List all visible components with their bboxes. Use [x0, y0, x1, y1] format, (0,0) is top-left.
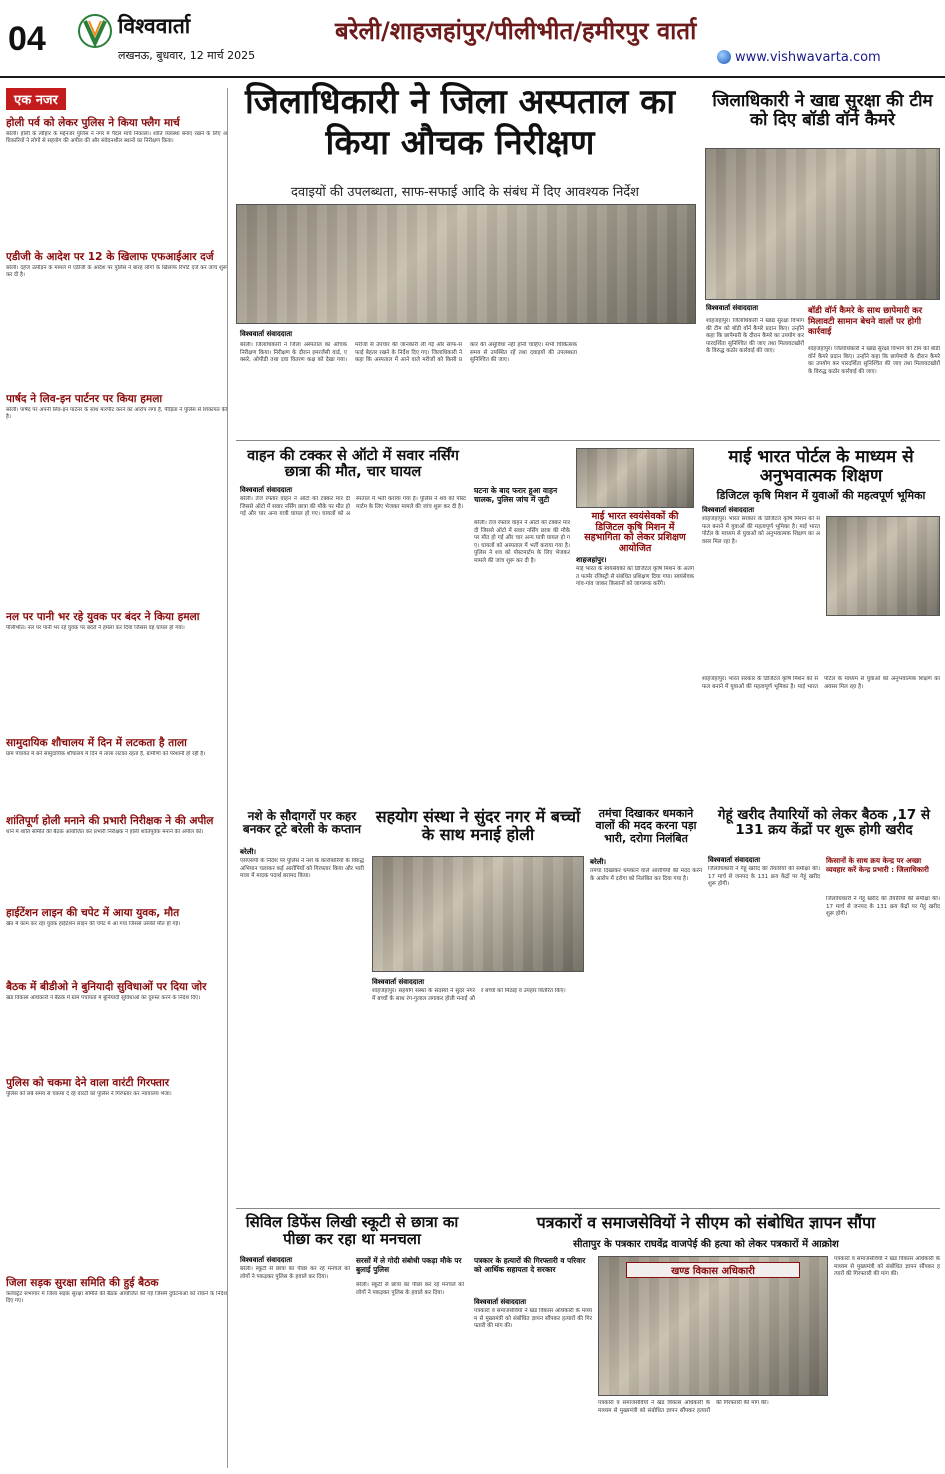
food-safety-photo: [705, 148, 940, 300]
scooty-body: बरेली। स्कूटी से छात्रा का पीछा कर रहे मनचले को लोगों ने पकड़कर पुलिस के हवाले कर दिया।: [240, 1266, 350, 1280]
wheat-byline: विश्ववार्ता संवाददाता: [708, 856, 761, 864]
edition-title: बरेली/शाहजहांपुर/पीलीभीत/हमीरपुर वार्ता: [335, 17, 697, 45]
globe-icon: [717, 50, 731, 64]
portal-body-2: शाहजहांपुर। भारत सरकार के डिजिटल कृषि मिशन को सफल बनाने में युवाओं की महत्वपूर्ण भूमिका है। माई भारत पोर्टल के माध्यम से युवाओं को अनुभवात्मक शिक्षण का अवसर मिल रहा है।: [702, 676, 940, 690]
memo-headline: पत्रकारों व समाजसेवियों ने सीएम को संबोधित ज्ञापन सौंपा: [536, 1213, 876, 1232]
brief-body: बरेली। होली के त्यौहार के मद्देनजर पुलिस ने नगर में पैदल मार्च निकाला। शांति व्यवस्था बनाए रखने के लिए अधिकारियों ने लोगों से सहयोग की अपील की और संवेदनशील स्थानों का निरीक्षण किया।: [6, 131, 227, 145]
divider: [236, 440, 940, 441]
brief-item: [6, 390, 227, 608]
brief-item: [6, 978, 227, 1074]
brief-item: [6, 812, 227, 904]
training-photo: [576, 448, 694, 508]
accident-body: बरेली। तेज रफ्तार वाहन ने ऑटो को टक्कर मार दी जिससे ऑटो में सवार नर्सिंग छात्रा की मौके पर मौत हो गई और चार अन्य यात्री घायल हो गए। घायलों को अस्पताल में भर्ती कराया गया है। पुलिस ने शव को पोस्टमार्टम के लिए भेजकर मामले की जांच शुरू कर दी है।: [240, 496, 466, 518]
brief-title: शांतिपूर्ण होली मनाने की प्रभारी निरीक्षक ने की अपील: [6, 815, 214, 827]
lead-headline: जिलाधिकारी ने जिला अस्पताल का किया औचक निरीक्षण: [244, 82, 676, 164]
brief-title: नल पर पानी भर रहे युवक पर बंदर ने किया हमला: [6, 611, 200, 623]
brief-title: पुलिस को चकमा देने वाला वारंटी गिरफ्तार: [6, 1077, 170, 1089]
holi-body: शाहजहांपुर। सहयोग संस्था के सदस्यों ने सुंदर नगर में बच्चों के साथ रंग-गुलाल लगाकर होली मनाई और बच्चों को मिठाई व उपहार वितरित किए।: [372, 988, 566, 1002]
portal-byline: विश्ववार्ता संवाददाता: [702, 506, 755, 514]
divider: [236, 1208, 940, 1209]
portal-body: शाहजहांपुर। भारत सरकार के डिजिटल कृषि मिशन को सफल बनाने में युवाओं की महत्वपूर्ण भूमिका है। माई भारत पोर्टल के माध्यम से युवाओं को अनुभवात्मक शिक्षण का अवसर मिल रहा है।: [702, 516, 820, 545]
dateline: लखनऊ, बुधवार, 12 मार्च 2025: [118, 49, 256, 62]
lead-byline: विश्ववार्ता संवाददाता: [240, 330, 293, 338]
brief-body: खंड विकास अधिकारी ने बैठक में ग्राम पंचायतों में बुनियादी सुविधाओं को दुरुस्त करने के निर्देश दिए।: [6, 995, 201, 1002]
section-label: एक नजर: [6, 88, 66, 110]
wheat-headline: गेहूं खरीद तैयारियों को लेकर बैठक ,17 से 131 क्रय केंद्रों पर शुरू होगी खरीद: [717, 807, 931, 839]
brief-title: हाईटेंशन लाइन की चपेट में आया युवक, मौत: [6, 907, 180, 919]
brief-body: पीलीभीत। नल पर पानी भर रहे युवक पर बंदरों ने हमला कर दिया जिससे वह घायल हो गया।: [6, 625, 185, 632]
wheat-callout: किसानों के साथ क्रय केन्द्र पर अच्छा व्यवहार करें केन्द्र प्रभारी : जिलाधिकारी: [826, 856, 929, 874]
memo-body-3: पत्रकारों व समाजसेवियों ने खंड विकास अधिकारी के माध्यम से मुख्यमंत्री को संबोधित ज्ञापन सौंपकर हत्यारों की गिरफ्तारी की मांग की।: [834, 1256, 940, 1278]
scooty-bullet: सरसों में ले गोदी संबोधी पकड़ा मौके पर बुलाई पुलिस: [356, 1256, 462, 1275]
brief-body: बरेली। दहेज उत्पीड़न के मामले में एडीजी के आदेश पर पुलिस ने बारह लोगों के खिलाफ रिपोर्ट दर्ज कर जांच शुरू कर दी है।: [6, 265, 227, 279]
drugs-headline: नशे के सौदागरों पर कहर बनकर टूटे बरेली के कप्तान: [242, 809, 362, 837]
brief-body: थाने में शांति समिति की बैठक आयोजित कर प्रभारी निरीक्षक ने होली शांतिपूर्वक मनाने की अपील की।: [6, 829, 204, 836]
food-safety-body: शाहजहांपुर। जिलाधिकारी ने खाद्य सुरक्षा विभाग की टीम को बॉडी वॉर्न कैमरे प्रदान किए। उन्होंने कहा कि छापेमारी के दौरान कैमरे का उपयोग कर पारदर्शिता सुनिश्चित की जाए तथा मिलावटखोरों के विरुद्ध कठोर कार्रवाई की जाए।: [706, 318, 804, 355]
food-safety-callout: बॉडी वॉर्न कैमरे के साथ छापेमारी कर मिलावटी सामान बेचने वालों पर होगी कार्रवाई: [808, 306, 923, 338]
accident-bullet: घटना के बाद फरार हुआ वाहन चालक, पुलिस जांच में जुटी: [474, 486, 558, 505]
food-safety-byline: विश्ववार्ता संवाददाता: [706, 304, 759, 312]
scooty-byline: विश्ववार्ता संवाददाता: [240, 1256, 293, 1264]
lead-photo: [236, 204, 696, 324]
wheat-body: जिलाधिकारी ने गेहूं खरीद की तैयारियों की समीक्षा की। 17 मार्च से जनपद के 131 क्रय केंद्रों पर गेहूं खरीद शुरू होगी।: [708, 866, 820, 888]
brief-body: खेत में काम कर रहा युवक हाईटेंशन लाइन की चपेट में आ गया जिससे उसकी मौत हो गई।: [6, 921, 181, 928]
brief-item: [6, 1074, 227, 1274]
wheat-body-2: जिलाधिकारी ने गेहूं खरीद की तैयारियों की समीक्षा की। 17 मार्च से जनपद के 131 क्रय केंद्रों पर गेहूं खरीद शुरू होगी।: [826, 896, 940, 918]
brief-body: कलेक्ट्रेट सभागार में जिला सड़क सुरक्षा समिति की बैठक आयोजित की गई जिसमें दुर्घटनाओं को रोकने के निर्देश दिए गए।: [6, 1291, 227, 1305]
memo-body: पत्रकारों व समाजसेवियों ने खंड विकास अधिकारी के माध्यम से मुख्यमंत्री को संबोधित ज्ञापन सौंपकर हत्यारों की गिरफ्तारी की मांग की।: [474, 1308, 592, 1330]
brief-title: एडीजी के आदेश पर 12 के खिलाफ एफआईआर दर्ज: [6, 251, 214, 263]
lead-body: बरेली। जिलाधिकारी ने जिला अस्पताल का औचक निरीक्षण किया। निरीक्षण के दौरान इमरजेंसी वार्ड, एक्सरे, ओपीडी तथा दवा वितरण कक्ष को देखा गया। मरीजों से उपचार की जानकारी ली गई और साफ-सफाई बेहतर रखने के निर्देश दिए गए। जिलाधिकारी ने कहा कि अस्पताल में आने वाले मरीजों को किसी प्रकार की असुविधा नहीं होनी चाहिए। सभी चिकित्सक समय से उपस्थित रहें तथा दवाइयों की उपलब्धता सुनिश्चित की जाए।: [240, 342, 577, 364]
food-safety-headline: जिलाधिकारी ने खाद्य सुरक्षा की टीम को दिए बॉडी वॉर्न कैमरे: [712, 91, 933, 131]
website-link[interactable]: www.vishwavarta.com: [735, 50, 881, 65]
threat-body: तमंचा दिखाकर धमकाने वाले आरोपियों की मदद करने के आरोप में दरोगा को निलंबित कर दिया गया है।: [590, 868, 702, 882]
accident-body-2: बरेली। तेज रफ्तार वाहन ने ऑटो को टक्कर मार दी जिससे ऑटो में सवार नर्सिंग छात्रा की मौके पर मौत हो गई और चार अन्य यात्री घायल हो गए। घायलों को अस्पताल में भर्ती कराया गया है। पुलिस ने शव को पोस्टमार्टम के लिए भेजकर मामले की जांच शुरू कर दी है।: [474, 520, 570, 564]
drugs-byline: बरेली।: [240, 848, 257, 856]
brief-body: पुलिस को लंबे समय से चकमा दे रहे वारंटी को पुलिस ने गिरफ्तार कर न्यायालय भेजा।: [6, 1091, 172, 1098]
scooty-headline: सिविल डिफेंस लिखी स्कूटी से छात्रा का पीछा कर रहा था मनचला: [245, 1213, 459, 1248]
memo-bullet: पत्रकार के हत्यारों की गिरफ्तारी व परिवार को आर्थिक सहायता दे सरकार: [474, 1256, 586, 1275]
brief-title: बैठक में बीडीओ ने बुनियादी सुविधाओं पर दिया जोर: [6, 981, 207, 993]
newspaper-logo-icon: [78, 12, 112, 50]
brief-item: [6, 734, 227, 812]
food-safety-body-2: शाहजहांपुर। जिलाधिकारी ने खाद्य सुरक्षा विभाग की टीम को बॉडी वॉर्न कैमरे प्रदान किए। उन्होंने कहा कि छापेमारी के दौरान कैमरे का उपयोग कर पारदर्शिता सुनिश्चित की जाए तथा मिलावटखोरों के विरुद्ध कठोर कार्रवाई की जाए।: [808, 346, 940, 375]
masthead: [0, 0, 945, 78]
brief-title: जिला सड़क सुरक्षा समिति की हुई बैठक: [6, 1277, 159, 1289]
brief-item: [6, 114, 227, 248]
memo-byline: विश्ववार्ता संवाददाता: [474, 1298, 527, 1306]
brief-body: बरेली। पार्षद पर अपनी लिव-इन पार्टनर के साथ मारपीट करने का आरोप लगा है, पीड़िता ने पुलिस से शिकायत की है।: [6, 407, 227, 421]
brief-item: [6, 1274, 227, 1434]
accident-headline: वाहन की टक्कर से ऑटो में सवार नर्सिंग छात्रा की मौत, चार घायल: [247, 448, 459, 481]
memo-subhead: सीतापुर के पत्रकार राघवेंद्र वाजपेई की हत्या को लेकर पत्रकारों में आक्रोश: [573, 1239, 839, 1250]
threat-headline: तमंचा दिखाकर धमकाने वालों की मदद करना पड़ा भारी, दरोगा निलंबित: [595, 807, 697, 845]
threat-byline: बरेली।: [590, 858, 607, 866]
brief-body: ग्राम पंचायत में बने सामुदायिक शौचालय में दिन में ताला लटका रहता है, ग्रामीणों को परेशानी हो रही है।: [6, 751, 206, 758]
training-headline: माई भारत स्वयंसेवकों की डिजिटल कृषि मिशन में सहभागिता को लेकर प्रशिक्षण आयोजित: [584, 511, 686, 554]
brief-title: पार्षद ने लिव-इन पार्टनर पर किया हमला: [6, 393, 163, 405]
brief-item: [6, 904, 227, 978]
portal-photo: [826, 516, 940, 616]
brief-title: सामुदायिक शौचालय में दिन में लटकता है ताला: [6, 737, 187, 749]
training-byline: शाहजहांपुर।: [576, 556, 607, 564]
brief-item: [6, 608, 227, 734]
scooty-body-2: बरेली। स्कूटी से छात्रा का पीछा कर रहे मनचले को लोगों ने पकड़कर पुलिस के हवाले कर दिया।: [356, 1282, 464, 1296]
memo-body-2: पत्रकारों व समाजसेवियों ने खंड विकास अधिकारी के माध्यम से मुख्यमंत्री को संबोधित ज्ञापन सौंपकर हत्यारों की गिरफ्तारी की मांग की।: [598, 1400, 769, 1414]
holi-byline: विश्ववार्ता संवाददाता: [372, 978, 425, 986]
holi-photo: [372, 856, 584, 972]
holi-headline: सहयोग संस्था ने सुंदर नगर में बच्चों के साथ मनाई होली: [375, 807, 581, 844]
page-number: 04: [8, 20, 46, 58]
lead-subhead: दवाइयों की उपलब्धता, साफ-सफाई आदि के संबंध में दिए आवश्यक निर्देश: [290, 185, 640, 200]
training-body: माई भारत के स्वयंसेवकों को डिजिटल कृषि मिशन के अंतर्गत फार्मर रजिस्ट्री से संबंधित प्रशिक्षण दिया गया। स्वयंसेवक गांव-गांव जाकर किसानों को जागरूक करेंगे।: [576, 566, 694, 588]
brief-title: होली पर्व को लेकर पुलिस ने किया फ्लैग मार्च: [6, 117, 180, 129]
office-sign: खण्ड विकास अधिकारी: [626, 1262, 800, 1278]
portal-subhead: डिजिटल कृषि मिशन में युवाओं की महत्वपूर्ण भूमिका: [716, 489, 926, 502]
brief-item: [6, 248, 227, 390]
ek-nazar-column: [6, 88, 228, 1468]
portal-headline: माई भारत पोर्टल के माध्यम से अनुभवात्मक शिक्षण: [728, 447, 914, 487]
accident-byline: विश्ववार्ता संवाददाता: [240, 486, 293, 494]
brand-name: विश्ववार्ता: [118, 14, 191, 38]
drugs-body: एसएसपी के निर्देश पर पुलिस ने नशे के कारोबारियों के विरुद्ध अभियान चलाकर कई आरोपियों को गिरफ्तार किया और भारी मात्रा में मादक पदार्थ बरामद किया।: [240, 858, 364, 880]
